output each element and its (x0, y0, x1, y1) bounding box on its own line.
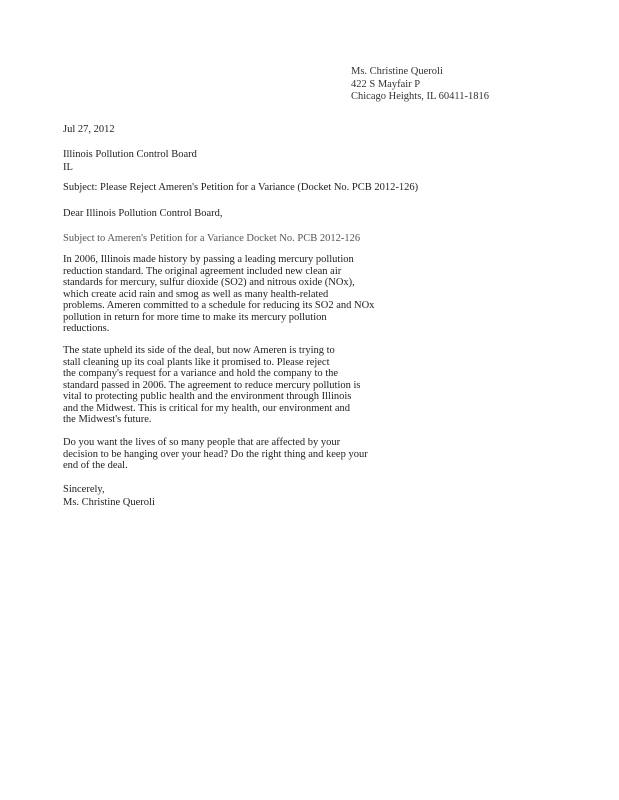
paragraph-line: The state upheld its side of the deal, but now Ameren is trying to (63, 345, 335, 356)
sender-name: Ms. Christine Queroli (351, 66, 443, 77)
paragraph-line: reductions. (63, 323, 110, 334)
closing: Sincerely, (63, 484, 105, 495)
sender-city: Chicago Heights, IL 60411-1816 (351, 91, 490, 102)
reference-line: Subject to Ameren's Petition for a Variance Docket No. PCB 2012-126 (63, 233, 361, 244)
letter-date: Jul 27, 2012 (63, 124, 115, 135)
sender-street: 422 S Mayfair P (351, 78, 421, 90)
paragraph-line: stall cleaning up its coal plants like it promised to. Please reject (63, 356, 330, 368)
salutation: Dear Illinois Pollution Control Board, (63, 208, 223, 219)
paragraph-line: which create acid rain and smog as well as many health-related (63, 288, 329, 300)
closing-block (63, 484, 155, 509)
paragraph-line: vital to protecting public health and the environment through Illinois (63, 391, 352, 402)
paragraph-1 (63, 254, 374, 335)
sender-address (351, 66, 489, 104)
paragraph-line: reduction standard. The original agreement included new clean air (63, 265, 342, 277)
paragraph-line: pollution in return for more time to make its mercury pollution (63, 311, 327, 323)
paragraph-line: the Midwest's future. (63, 414, 152, 425)
recipient-org: Illinois Pollution Control Board (63, 149, 197, 160)
paragraph-line: standards for mercury, sulfur dioxide (SO2) and nitrous oxide (NOx), (63, 277, 355, 288)
paragraph-line: decision to be hanging over your head? Do the right thing and keep your (63, 448, 368, 460)
paragraph-line: the company's request for a variance and hold the company to the (63, 368, 339, 379)
paragraph-line: standard passed in 2006. The agreement to reduce mercury pollution is (63, 379, 361, 391)
paragraph-line: and the Midwest. This is critical for my health, our environment and (63, 402, 351, 414)
signature: Ms. Christine Queroli (63, 496, 155, 508)
paragraph-2 (63, 345, 361, 426)
paragraph-line: Do you want the lives of so many people that are affected by your (63, 437, 341, 448)
paragraph-line: problems. Ameren committed to a schedule for reducing its SO2 and NOx (63, 300, 375, 311)
subject-line: Subject: Please Reject Ameren's Petition for a Variance (Docket No. PCB 2012-126) (63, 182, 419, 193)
recipient-state: IL (63, 161, 73, 173)
paragraph-line: end of the deal. (63, 460, 128, 471)
paragraph-line: In 2006, Illinois made history by passing a leading mercury pollution (63, 254, 354, 265)
recipient-address (63, 149, 197, 174)
paragraph-3 (63, 437, 368, 472)
